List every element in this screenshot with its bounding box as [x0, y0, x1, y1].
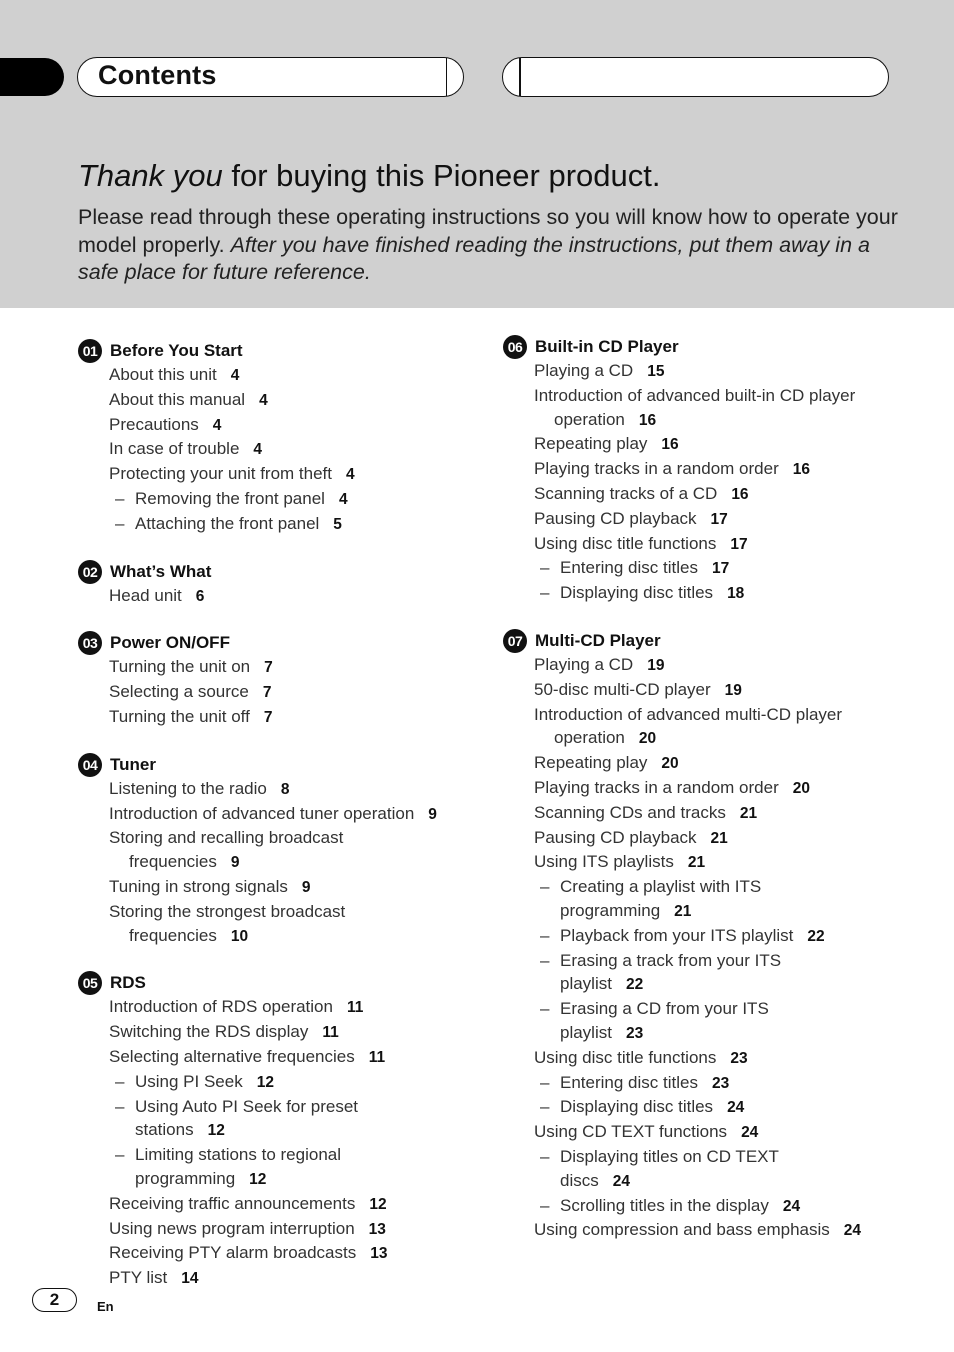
toc-entry[interactable]	[503, 507, 923, 532]
entry-text-cont: frequencies	[129, 852, 217, 872]
entry-text: Protecting your unit from theft	[109, 464, 332, 484]
entry-text: Scanning CDs and tracks	[534, 802, 726, 822]
toc-entry[interactable]	[503, 1120, 923, 1145]
entry-text-cont: operation	[554, 728, 625, 748]
toc-section	[78, 753, 478, 949]
toc-subentry[interactable]	[78, 1070, 478, 1095]
page-ref: 13	[368, 1220, 386, 1238]
entry-text-cont: playlist	[560, 1022, 612, 1042]
entry-text: Creating a playlist with ITS	[560, 877, 762, 897]
page-ref: 11	[322, 1024, 339, 1042]
toc-entry[interactable]	[78, 995, 478, 1020]
section-tab-marker	[0, 58, 64, 96]
entry-text: Displaying disc titles	[560, 583, 714, 603]
toc-subentry[interactable]	[503, 1145, 923, 1194]
entry-text: Erasing a CD from your ITS	[560, 999, 769, 1019]
toc-entry[interactable]	[78, 1045, 478, 1070]
toc-entry[interactable]	[503, 826, 923, 851]
entry-text: Receiving traffic announcements	[109, 1193, 356, 1213]
toc-subentry[interactable]	[503, 924, 923, 949]
page-ref: 12	[207, 1122, 225, 1140]
toc-entry[interactable]	[503, 850, 923, 875]
dash-bullet: –	[540, 999, 550, 1019]
toc-entry[interactable]	[78, 875, 478, 900]
entry-text: Listening to the radio	[109, 778, 267, 798]
contents-tab	[77, 57, 464, 97]
page-ref: 16	[638, 411, 657, 429]
entry-text-cont: programming	[560, 900, 661, 920]
entry-continuation	[560, 972, 923, 997]
entry-text: Playback from your ITS playlist	[560, 925, 794, 945]
page-ref: 21	[739, 804, 758, 822]
section-heading	[503, 335, 923, 359]
entry-text: Scanning tracks of a CD	[534, 483, 718, 503]
dash-bullet: –	[540, 925, 550, 945]
toc-section	[503, 335, 923, 606]
page-number: 2	[49, 1290, 60, 1309]
entry-text: Introduction of advanced tuner operation	[109, 803, 415, 823]
language-code: En	[97, 1299, 114, 1314]
thank-you-italic: Thank you	[78, 158, 223, 193]
toc-subentry[interactable]	[503, 949, 923, 998]
page-ref: 17	[710, 510, 728, 528]
page-ref: 18	[727, 585, 745, 603]
toc-entry[interactable]	[78, 680, 478, 705]
page-ref: 20	[638, 730, 657, 748]
page-ref: 23	[625, 1024, 644, 1042]
toc-entry[interactable]	[503, 678, 923, 703]
intro-italic: After you have finished reading the instructions, put them away in a safe place for future reference.	[78, 232, 870, 284]
entry-text-cont: operation	[554, 409, 625, 429]
toc-section	[78, 339, 478, 537]
toc-entry[interactable]	[503, 359, 923, 384]
entry-text: Repeating play	[534, 753, 648, 773]
page-ref: 13	[370, 1245, 388, 1263]
entry-text: In case of trouble	[109, 439, 240, 459]
thank-you-heading	[78, 158, 660, 194]
toc-entry[interactable]	[503, 457, 923, 482]
entry-text-cont: discs	[560, 1170, 599, 1190]
contents-title: Contents	[98, 60, 217, 90]
toc-entry[interactable]	[78, 705, 478, 730]
tab-divider	[519, 58, 521, 96]
toc-section	[78, 971, 478, 1291]
entry-text: Selecting alternative frequencies	[109, 1046, 355, 1066]
section-heading	[78, 631, 478, 655]
toc-entry[interactable]	[503, 1218, 923, 1243]
page-ref: 7	[263, 708, 273, 726]
entry-text: Turning the unit on	[109, 657, 251, 677]
toc-entry[interactable]	[78, 655, 478, 680]
page-ref: 9	[428, 805, 437, 823]
page-ref: 16	[731, 485, 749, 503]
section-heading	[78, 560, 478, 584]
entry-text-cont: playlist	[560, 974, 612, 994]
section-number-badge: 04	[78, 753, 102, 777]
entry-text: Limiting stations to regional	[135, 1145, 342, 1165]
section-number-badge: 07	[503, 629, 527, 653]
entry-continuation	[135, 1118, 478, 1143]
section-title[interactable]: Power ON/OFF	[110, 633, 230, 653]
page-ref: 4	[338, 490, 348, 508]
dash-bullet: –	[115, 513, 125, 533]
dash-bullet: –	[540, 950, 550, 970]
toc-subentry[interactable]	[503, 1095, 923, 1120]
page-ref: 24	[612, 1172, 630, 1190]
entry-text: About this unit	[109, 365, 217, 384]
entry-text: Introduction of advanced built-in CD player	[534, 385, 856, 405]
entry-text: Storing the strongest broadcast	[109, 901, 346, 921]
entry-text: Using PI Seek	[135, 1071, 243, 1091]
page-ref: 22	[807, 927, 825, 945]
entry-text-cont: frequencies	[129, 925, 217, 945]
page-ref: 21	[710, 829, 728, 847]
page-ref: 20	[661, 755, 679, 773]
entry-text: Tuning in strong signals	[109, 876, 288, 896]
page-number-badge	[32, 1288, 77, 1312]
page-ref: 12	[369, 1195, 387, 1213]
entry-text: 50-disc multi-CD player	[534, 679, 711, 699]
page-ref: 24	[782, 1197, 801, 1215]
toc-entry[interactable]	[503, 432, 923, 457]
toc-entry[interactable]	[503, 482, 923, 507]
entry-text: Storing and recalling broadcast	[109, 828, 344, 848]
page-ref: 4	[346, 466, 355, 484]
toc-entry[interactable]	[78, 826, 478, 875]
section-title[interactable]: Multi-CD Player	[535, 630, 661, 650]
page-ref: 9	[301, 878, 311, 896]
entry-text: Using news program interruption	[109, 1218, 355, 1238]
toc-entry[interactable]	[503, 384, 923, 433]
section-number-badge: 05	[78, 971, 102, 995]
page-ref: 23	[730, 1049, 748, 1067]
blank-tab	[502, 57, 889, 97]
toc-subentry[interactable]	[503, 1194, 923, 1219]
entry-text: Using disc title functions	[534, 1047, 717, 1067]
section-heading	[78, 753, 478, 777]
entry-continuation	[534, 726, 923, 751]
entry-text: Scrolling titles in the display	[560, 1195, 769, 1215]
entry-continuation	[109, 924, 478, 949]
page-ref: 4	[212, 416, 222, 434]
toc-subentry[interactable]	[503, 997, 923, 1046]
toc-subentry[interactable]	[503, 581, 923, 606]
entry-text: Turning the unit off	[109, 706, 250, 726]
thank-you-rest: for buying this Pioneer product.	[222, 158, 661, 193]
section-number-badge: 03	[78, 631, 102, 655]
entry-text: Switching the RDS display	[109, 1022, 309, 1042]
section-number-badge: 02	[78, 560, 102, 584]
entry-continuation	[135, 1167, 478, 1192]
entry-text: Using Auto PI Seek for preset	[135, 1096, 359, 1116]
dash-bullet: –	[540, 558, 550, 578]
entry-text: Using compression and bass emphasis	[534, 1220, 830, 1240]
section-title[interactable]: What’s What	[110, 561, 212, 581]
section-number-badge: 06	[503, 335, 527, 359]
page-ref: 6	[195, 587, 205, 605]
toc-entry[interactable]	[78, 900, 478, 949]
entry-text: Playing tracks in a random order	[534, 777, 779, 797]
page-ref: 7	[264, 659, 273, 677]
dash-bullet: –	[115, 1071, 125, 1091]
page-ref: 23	[711, 1074, 730, 1092]
dash-bullet: –	[540, 1195, 550, 1215]
page-ref: 17	[711, 560, 730, 578]
page-ref: 5	[333, 515, 342, 533]
page-ref: 4	[230, 367, 240, 384]
section-heading	[503, 629, 923, 653]
page-ref: 7	[262, 684, 272, 702]
toc-subentry[interactable]	[78, 487, 478, 512]
dash-bullet: –	[540, 1072, 550, 1092]
toc-entry[interactable]	[503, 801, 923, 826]
page-ref: 14	[181, 1270, 199, 1288]
section-title[interactable]: Built-in CD Player	[535, 337, 679, 356]
toc-entry[interactable]	[78, 584, 478, 609]
entry-continuation	[109, 850, 478, 875]
entry-text: Attaching the front panel	[135, 513, 320, 533]
page-ref: 17	[730, 535, 748, 553]
page-ref: 24	[727, 1099, 745, 1117]
entry-text: Displaying disc titles	[560, 1097, 714, 1117]
toc-subentry[interactable]	[503, 875, 923, 924]
page-ref: 10	[230, 927, 249, 945]
toc-entry[interactable]	[78, 802, 478, 827]
page-ref: 16	[792, 461, 810, 479]
page-ref: 16	[661, 436, 679, 454]
section-title[interactable]: Before You Start	[110, 341, 243, 360]
dash-bullet: –	[540, 877, 550, 897]
page-ref: 24	[843, 1222, 862, 1240]
entry-text: Entering disc titles	[560, 558, 698, 578]
page-ref: 19	[724, 681, 742, 699]
page-ref: 22	[625, 976, 644, 994]
entry-text: Introduction of RDS operation	[109, 997, 333, 1017]
section-title[interactable]: Tuner	[110, 754, 156, 774]
entry-text: Head unit	[109, 585, 182, 605]
page-ref: 8	[280, 780, 290, 798]
toc-entry[interactable]	[78, 1192, 478, 1217]
toc-entry[interactable]	[78, 1241, 478, 1266]
toc-entry[interactable]	[78, 413, 478, 438]
toc-left-column	[78, 339, 478, 1314]
toc-entry[interactable]	[78, 363, 478, 388]
entry-text: Precautions	[109, 414, 199, 434]
dash-bullet: –	[540, 1097, 550, 1117]
toc-entry[interactable]	[503, 703, 923, 752]
toc-entry[interactable]	[78, 1266, 478, 1291]
toc-entry[interactable]	[78, 777, 478, 802]
page-ref: 21	[687, 854, 706, 872]
intro-normal: Please read through these operating instructions so you will know how to operate your model properly.	[78, 205, 898, 257]
entry-continuation	[560, 1169, 923, 1194]
toc-subentry[interactable]	[78, 1143, 478, 1192]
intro-paragraph	[78, 204, 908, 287]
entry-text: Displaying titles on CD TEXT	[560, 1146, 779, 1166]
entry-continuation	[560, 1021, 923, 1046]
entry-text: Playing a CD	[534, 654, 634, 674]
toc-entry[interactable]	[78, 388, 478, 413]
entry-continuation	[534, 408, 923, 433]
toc-entry[interactable]	[503, 653, 923, 678]
page-ref: 15	[647, 363, 665, 380]
page-ref: 20	[792, 779, 810, 797]
toc-entry[interactable]	[78, 437, 478, 462]
entry-text: Repeating play	[534, 434, 648, 454]
page-ref: 12	[256, 1073, 274, 1091]
page-ref: 21	[674, 902, 692, 920]
toc-entry[interactable]	[78, 1217, 478, 1242]
page-ref: 12	[249, 1170, 267, 1188]
entry-text: Playing a CD	[534, 361, 634, 380]
entry-text-cont: programming	[135, 1168, 236, 1188]
toc-section	[503, 629, 923, 1243]
entry-text: Using ITS playlists	[534, 852, 674, 872]
toc-entry[interactable]	[78, 462, 478, 487]
toc-entry[interactable]	[503, 1046, 923, 1071]
entry-text: Using disc title functions	[534, 533, 717, 553]
entry-text: Selecting a source	[109, 682, 249, 702]
entry-text: Removing the front panel	[135, 488, 325, 508]
entry-text: About this manual	[109, 389, 246, 409]
toc-entry[interactable]	[503, 751, 923, 776]
page-ref: 19	[647, 656, 665, 674]
page-ref: 11	[346, 999, 364, 1017]
section-heading	[78, 971, 478, 995]
section-heading	[78, 339, 478, 363]
entry-text: Using CD TEXT functions	[534, 1122, 728, 1142]
toc-subentry[interactable]	[78, 1095, 478, 1144]
toc-section	[78, 560, 478, 609]
page-ref: 4	[253, 441, 263, 459]
section-title[interactable]: RDS	[110, 973, 146, 993]
entry-text: Playing tracks in a random order	[534, 459, 779, 479]
page-ref: 11	[368, 1048, 386, 1066]
dash-bullet: –	[115, 1096, 125, 1116]
toc-right-column	[503, 335, 923, 1266]
dash-bullet: –	[540, 1146, 550, 1166]
section-number-badge: 01	[78, 339, 102, 363]
page-ref: 24	[741, 1124, 759, 1142]
entry-text: Introduction of advanced multi-CD player	[534, 704, 843, 724]
entry-text: Pausing CD playback	[534, 508, 697, 528]
dash-bullet: –	[115, 488, 125, 508]
tab-divider	[446, 58, 448, 96]
entry-text: Entering disc titles	[560, 1072, 698, 1092]
entry-text-cont: stations	[135, 1120, 194, 1140]
entry-text: Pausing CD playback	[534, 827, 697, 847]
entry-text: Receiving PTY alarm broadcasts	[109, 1243, 357, 1263]
dash-bullet: –	[115, 1145, 125, 1165]
entry-text: PTY list	[109, 1268, 168, 1288]
page-ref: 4	[259, 391, 268, 409]
page-ref: 9	[230, 854, 240, 872]
entry-text: Erasing a track from your ITS	[560, 950, 782, 970]
toc-subentry[interactable]	[503, 556, 923, 581]
toc-entry[interactable]	[503, 532, 923, 557]
dash-bullet: –	[540, 583, 550, 603]
toc-section	[78, 631, 478, 729]
toc-entry[interactable]	[78, 1020, 478, 1045]
toc-entry[interactable]	[503, 776, 923, 801]
entry-continuation	[560, 899, 923, 924]
toc-subentry[interactable]	[78, 512, 478, 537]
toc-subentry[interactable]	[503, 1071, 923, 1096]
